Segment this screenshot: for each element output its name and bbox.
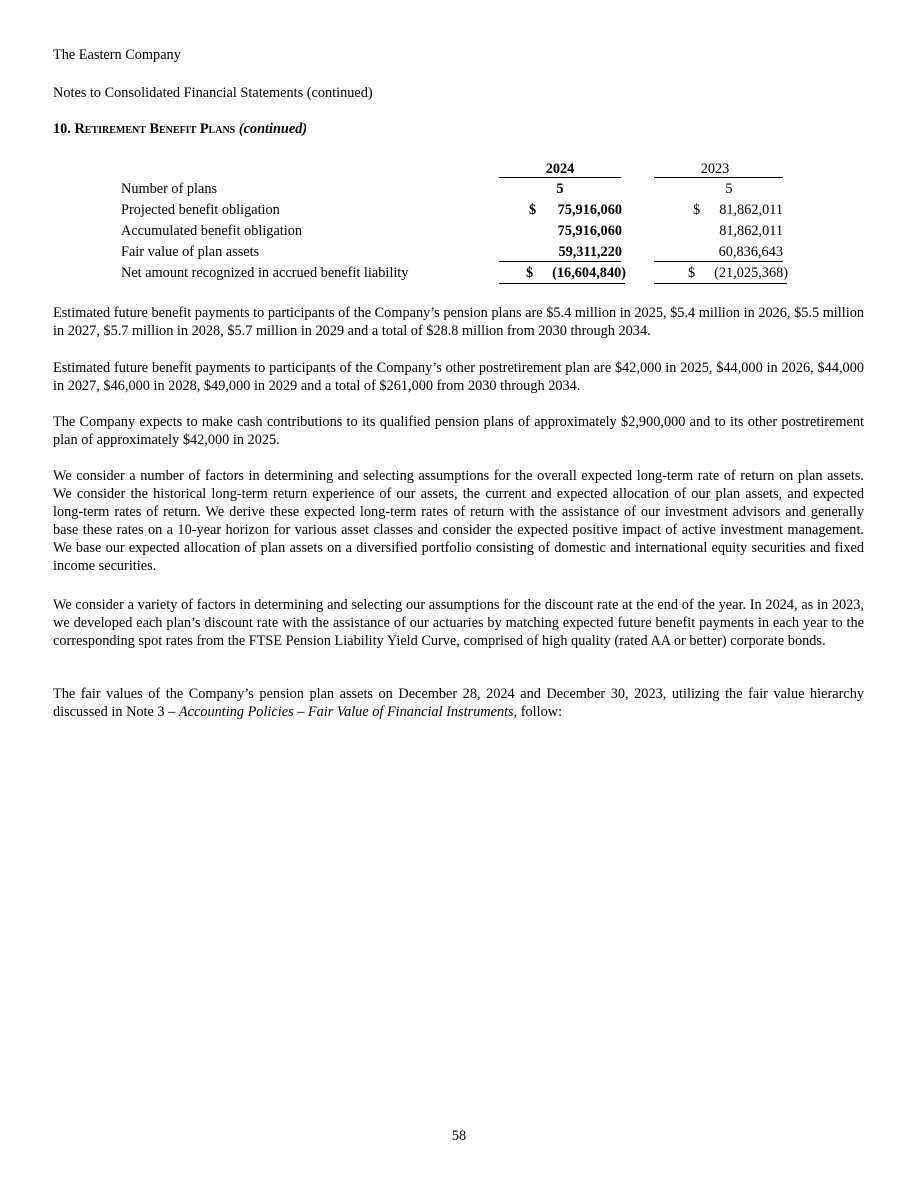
fair-values-text-start: The fair values of the Company’s pension plan assets on December 28, 2024 and December 30, 2023, utilizing the fair value hierarchy discussed in Note 3 –	[53, 686, 864, 720]
note-reference: Accounting Policies – Fair Value of Financial Instruments	[178, 704, 514, 720]
header-rule-2023	[654, 177, 783, 178]
header-rule-2024	[499, 177, 621, 178]
cell-2024: 75,916,060	[557, 223, 622, 239]
currency-2023: $	[688, 265, 696, 281]
company-name: The Eastern Company	[53, 47, 181, 63]
section-number: 10.	[53, 121, 71, 137]
subtotal-rule-2024	[499, 261, 621, 262]
cell-2023: 60,836,643	[718, 244, 783, 260]
paragraph-pension-payments: Estimated future benefit payments to participants of the Company’s pension plans are $5.4 million in 2025, $5.4 million in 2026, $5.5 million in 2027, $5.7 million in 2028, $5.7 million in 2029 and a total of $28.8 million from 2030 through 2034.	[53, 305, 864, 339]
page-number: 58	[451, 1128, 467, 1144]
paragraph-postretirement-payments: Estimated future benefit payments to participants of the Company’s other postretirement plan are $42,000 in 2025, $44,000 in 2026, $44,000 in 2027, $46,000 in 2028, $49,000 in 2029 and a total of $261,000 from 2030 through 2034.	[53, 360, 864, 394]
cell-2023: 5	[725, 181, 733, 197]
cell-2023: 81,862,011	[719, 202, 783, 218]
row-label: Number of plans	[121, 181, 218, 197]
currency-2023: $	[693, 202, 701, 218]
cell-2023: (21,025,368)	[714, 265, 788, 281]
column-header-2024: 2024	[545, 161, 575, 177]
cell-2024: 59,311,220	[558, 244, 622, 260]
paragraph-discount-rate: We consider a variety of factors in determining and selecting our assumptions for the discount rate at the end of the year. In 2024, as in 2023, we developed each plan’s discount rate with the assistance of our actuaries by matching expected future benefit payments in each year to the corresponding spot rates from the FTSE Pension Liability Yield Curve, comprised of high quality (rated AA or better) corporate bonds.	[53, 597, 864, 649]
section-heading	[53, 120, 307, 138]
cell-2024: 75,916,060	[557, 202, 622, 218]
column-header-2023: 2023	[700, 161, 730, 177]
fair-values-text-end: , follow:	[513, 704, 563, 720]
total-rule-2023	[654, 283, 787, 284]
currency-2024: $	[529, 202, 537, 218]
cell-2024: (16,604,840)	[552, 265, 626, 281]
total-rule-2024	[499, 283, 625, 284]
notes-title: Notes to Consolidated Financial Statements (continued)	[53, 85, 373, 101]
currency-2024: $	[526, 265, 534, 281]
cell-2023: 81,862,011	[719, 223, 783, 239]
row-label: Projected benefit obligation	[121, 202, 280, 218]
section-continued: (continued)	[238, 121, 308, 137]
cell-2024: 5	[556, 181, 564, 197]
paragraph-rate-of-return: We consider a number of factors in determining and selecting assumptions for the overall expected long-term rate of return on plan assets. We consider the historical long-term return experience of our assets, the current and expected allocation of our plan assets, and expected long-term rates of return. We derive these expected long-term rates of return with the assistance of our investment advisors and generally base these rates on a 10-year horizon for various asset classes and consider the expected positive impact of active investment management. We base our expected allocation of plan assets on a diversified portfolio consisting of domestic and international equity securities and fixed income securities.	[53, 468, 864, 574]
row-label: Net amount recognized in accrued benefit liability	[121, 265, 409, 281]
section-title: Retirement Benefit Plans	[74, 121, 236, 137]
subtotal-rule-2023	[654, 261, 783, 262]
row-label: Fair value of plan assets	[121, 244, 260, 260]
paragraph-fair-values	[53, 685, 864, 721]
paragraph-cash-contributions: The Company expects to make cash contributions to its qualified pension plans of approximately $2,900,000 and to its other postretirement plan of approximately $42,000 in 2025.	[53, 414, 864, 448]
row-label: Accumulated benefit obligation	[121, 223, 303, 239]
